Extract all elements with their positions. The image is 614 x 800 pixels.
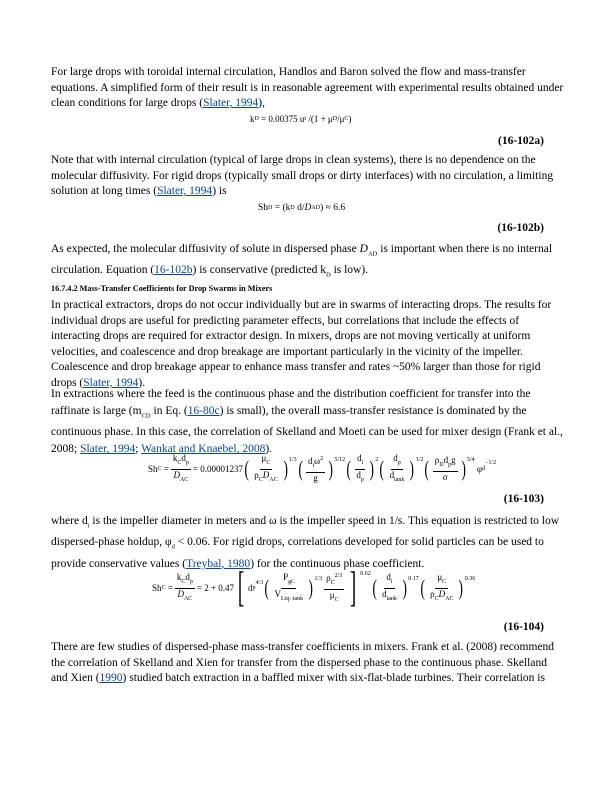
equation-16-104: Sh C = $\frac{k_Cd_p}{D_{AC}}$ = 2 + 0.47 [ d p 4/3 ( $\frac{P_{gC}}{V_{Liq-tank}}$ ) 1/3 $\frac{\rho_C^{2/3}}{\mu_C}$ ] 0.62 ( $\frac{d_i}{d_{tank}}$ ) 0.17 ( $\frac{\mu_C}{\rho_CD_{AC}}$ ) 0.36 xyxy=(152,565,476,611)
citation-link[interactable]: Wankat and Knaebel, 2008 xyxy=(141,443,266,456)
equation-16-102b: Sh D = (k D d/ D AD ) ≈ 6.6 xyxy=(258,203,346,213)
paragraph-handlos-baron: For large drops with toroidal internal circulation, Handlos and Baron solved the flow and mass-transfer equations. A simplified form of their result is in reasonable agreement with experimental results obtained under clean conditions for large drops (Slater, 1994), xyxy=(51,66,564,110)
equation-number: (16-102b) xyxy=(497,222,544,234)
paragraph-drop-swarms: In practical extractors, drops do not occur individually but are in swarms of interacting drops. The results for individual drops are useful for predicting parameter effects, but correlations that include the effects of interacting drops are required for extractor design. In mixers, drops are not moving vertically at uniform velocities, and coalescence and drop breakage are important particularly in the vicinity of the impeller. Coalescence and drop breakage appear to enhance mass transfer and rates ~50% larger than those for rigid drops (Slater, 1994). xyxy=(51,299,552,389)
equation-16-103: Sh C = $\frac{k_Cd_p}{D_{AC}}$ = 0.00001237 ( $\frac{\mu_C}{\rho_CD_{AC}}$ ) 1/3 ( $\frac{d_i\omega^2}{g}$ ) 5/12 ( $\frac{d_i}{d_p}$ ) 2 ( $\frac{d_p}{d_{tank}}$ ) 1/2 ( $\frac{\rho_Dd_pg}{\sigma}$ ) 5/4 φ d −1/2 xyxy=(148,453,497,484)
paragraph-continuous-phase: In extractions where the feed is the continuous phase and the distribution coefficient for transfer into the raffinate is large ($m_{CD}$ in Eq. (16-80c) is small), the overall mass-transfer resistance is dominated by the continuous phase. In this case, the correlation of Skelland and Moeti can be used for mixer design (Frank et al., 2008; Slater, 1994; Wankat and Knaebel, 2008). xyxy=(51,388,563,456)
equation-number: (16-104) xyxy=(503,621,544,633)
citation-link[interactable]: 1990 xyxy=(99,672,123,685)
section-heading: 16.7.4.2 Mass-Transfer Coefficients for Drop Swarms in Mixers xyxy=(51,284,273,293)
equation-link[interactable]: 16-102b xyxy=(154,264,193,277)
paragraph-dispersed-phase: There are few studies of dispersed-phase mass-transfer coefficients in mixers. Frank et al. (2008) recommend the correlation of Skelland and Xien for transfer from the dispersed phase to the continuous phase. Skelland and Xien (1990) studied batch extraction in a baffled mixer with six-flat-blade turbines. Their correlation is xyxy=(51,641,555,685)
citation-link[interactable]: Slater, 1994 xyxy=(157,185,213,198)
paragraph-rigid-drops: Note that with internal circulation (typical of large drops in clean systems), there is no dependence on the molecular diffusivity. For rigid drops (typically small drops or dirty interfaces) with no circulation, a limiting solution at long times (Slater, 1994) is xyxy=(51,154,554,198)
citation-link[interactable]: Slater, 1994 xyxy=(83,376,139,389)
citation-link[interactable]: Slater, 1994 xyxy=(203,97,259,110)
paragraph-impeller: where $d_i$ is the impeller diameter in meters and ω is the impeller speed in 1/s. This equation is restricted to low dispersed-phase holdup, $\varphi_d < 0.06$. For rigid drops, correlations developed for solid particles can be used to provide conservative values (Treybal, 1980) for the continuous phase coefficient. xyxy=(51,515,560,570)
equation-number: (16-102a) xyxy=(498,135,544,147)
citation-link[interactable]: Slater, 1994 xyxy=(80,443,136,456)
equation-link[interactable]: 16-80c xyxy=(187,405,220,417)
equation-16-102a: k D = 0.00375 u t /(1 + μ D /μ C ) xyxy=(250,114,352,124)
citation-link[interactable]: Treybal, 1980 xyxy=(186,557,251,570)
equation-number: (16-103) xyxy=(503,493,544,505)
paragraph-diffusivity: As expected, the molecular diffusivity of solute in dispersed phase $D_{AD}$ is important when there is no internal circulation. Equation (16-102b) is conservative (predicted $k_D$ is low). xyxy=(51,243,553,279)
